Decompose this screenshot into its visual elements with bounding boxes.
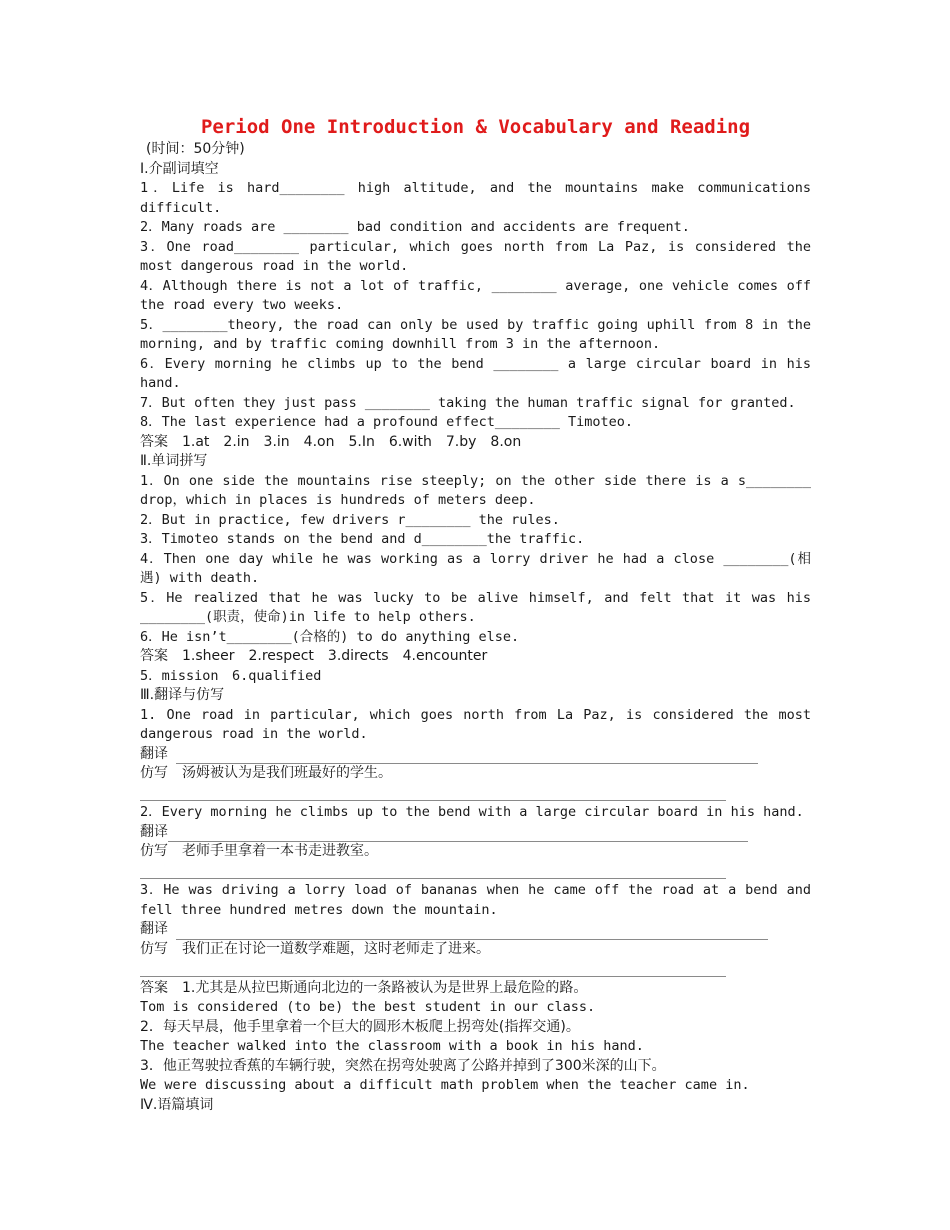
exercise-line: 5．________theory, the road can only be used by traffic going uphill from 8 in the: [140, 316, 811, 333]
answer-key-3-line: 3．他正驾驶拉香蕉的车辆行驶，突然在拐弯处驶离了公路并掉到了300米深的山下。: [140, 1057, 666, 1074]
imitate-prompt: 仿写 汤姆被认为是我们班最好的学生。: [140, 765, 392, 781]
exercise-line: 4．Then one day while he was working as a lorry driver he had a close ________(相: [140, 550, 811, 567]
page-title: Period One Introduction & Vocabulary and Reading: [200, 116, 751, 138]
imitate-answer-row: [140, 862, 811, 882]
exercise-line: morning, and by traffic coming downhill from 3 in the afternoon.: [140, 336, 661, 352]
exercise-line: 7．But often they just pass ________ taking the human traffic signal for granted.: [140, 394, 796, 411]
exercise-line: the road every two weeks.: [140, 297, 344, 313]
translate-label: 翻译: [140, 921, 168, 937]
time-limit: (时间：50分钟): [146, 141, 245, 157]
section-heading-3: Ⅲ.翻译与仿写: [140, 687, 225, 703]
exercise-line: 3．One road________ particular, which goes north from La Paz, is considered the: [140, 238, 811, 255]
imitate-answer-line[interactable]: [140, 800, 726, 801]
answer-key-3-line: Tom is considered (to be) the best student in our class.: [140, 999, 596, 1015]
exercise-line: 6．He isn’t________(合格的) to do anything else.: [140, 628, 520, 645]
translate-row: [140, 745, 811, 765]
imitate-answer-line[interactable]: [140, 878, 726, 879]
section-heading-1: Ⅰ.介副词填空: [140, 160, 219, 177]
exercise-line: 2．Many roads are ________ bad condition and accidents are frequent.: [140, 219, 690, 235]
translate-row: [140, 823, 811, 843]
answer-key-3: 答案 1.尤其是从拉巴斯通向北边的一条路被认为是世界上最危险的路。: [140, 979, 588, 996]
translation-sentence: dangerous road in the world.: [140, 726, 368, 742]
exercise-line: 1．On one side the mountains rise steeply; on the other side there is a s________: [140, 472, 811, 489]
exercise-line: drop，which in places is hundreds of meters deep.: [140, 492, 536, 508]
imitate-answer-row: [140, 959, 811, 979]
answer-key-2: 答案 1.sheer 2.respect 3.directs 4.encounter: [140, 648, 488, 664]
imitate-answer-row: [140, 784, 811, 804]
imitate-prompt: 仿写 老师手里拿着一本书走进教室。: [140, 843, 378, 859]
imitate-prompt: 仿写 我们正在讨论一道数学难题，这时老师走了进来。: [140, 940, 490, 957]
exercise-line: difficult.: [140, 199, 222, 216]
exercise-line: 5．He realized that he was lucky to be alive himself, and felt that it was his: [140, 589, 811, 606]
answer-key-2-cont: 5．mission 6.qualified: [140, 667, 322, 684]
exercise-line: 8．The last experience had a profound effect________ Timoteo.: [140, 414, 634, 430]
exercise-line: most dangerous road in the world.: [140, 258, 409, 274]
exercise-line: 3．Timoteo stands on the bend and d________the traffic.: [140, 531, 585, 547]
exercise-line: 遇) with death.: [140, 570, 260, 586]
translation-sentence: fell three hundred metres down the mountain.: [140, 901, 498, 918]
section-heading-2: Ⅱ.单词拼写: [140, 453, 208, 469]
answer-key-1: 答案 1.at 2.in 3.in 4.on 5.In 6.with 7.by 8.on: [140, 433, 522, 450]
exercise-line: 2．But in practice, few drivers r________ the rules.: [140, 511, 560, 528]
section-heading-4: Ⅳ.语篇填词: [140, 1096, 214, 1113]
exercise-line: hand.: [140, 375, 181, 391]
translation-sentence: 1. One road in particular, which goes north from La Paz, is considered the most: [140, 706, 811, 723]
worksheet-page: [140, 114, 811, 1115]
translation-sentence: 2．Every morning he climbs up to the bend with a large circular board in his hand.: [140, 804, 804, 820]
translate-answer-line[interactable]: [176, 751, 758, 764]
answer-key-3-line: 2．每天早晨，他手里拿着一个巨大的圆形木板爬上拐弯处(指挥交通)。: [140, 1018, 580, 1035]
translation-sentence: 3．He was driving a lorry load of bananas when he came off the road at a bend and: [140, 882, 811, 898]
answer-key-3-line: We were discussing about a difficult math problem when the teacher came in.: [140, 1077, 750, 1093]
translate-label: 翻译: [140, 745, 168, 762]
translate-row: [140, 920, 811, 940]
answer-key-3-line: The teacher walked into the classroom with a book in his hand.: [140, 1038, 644, 1054]
exercise-line: 6．Every morning he climbs up to the bend ________ a large circular board in his: [140, 355, 811, 372]
exercise-line: 4．Although there is not a lot of traffic, ________ average, one vehicle comes off: [140, 277, 811, 294]
translate-answer-line[interactable]: [176, 927, 768, 940]
translate-label: 翻译: [140, 823, 168, 840]
exercise-line: ________(职责，使命)in life to help others.: [140, 609, 476, 625]
imitate-answer-line[interactable]: [140, 976, 726, 977]
exercise-line: 1．Life is hard________ high altitude, and the mountains make communications: [140, 180, 811, 196]
translate-answer-line[interactable]: [168, 829, 748, 842]
